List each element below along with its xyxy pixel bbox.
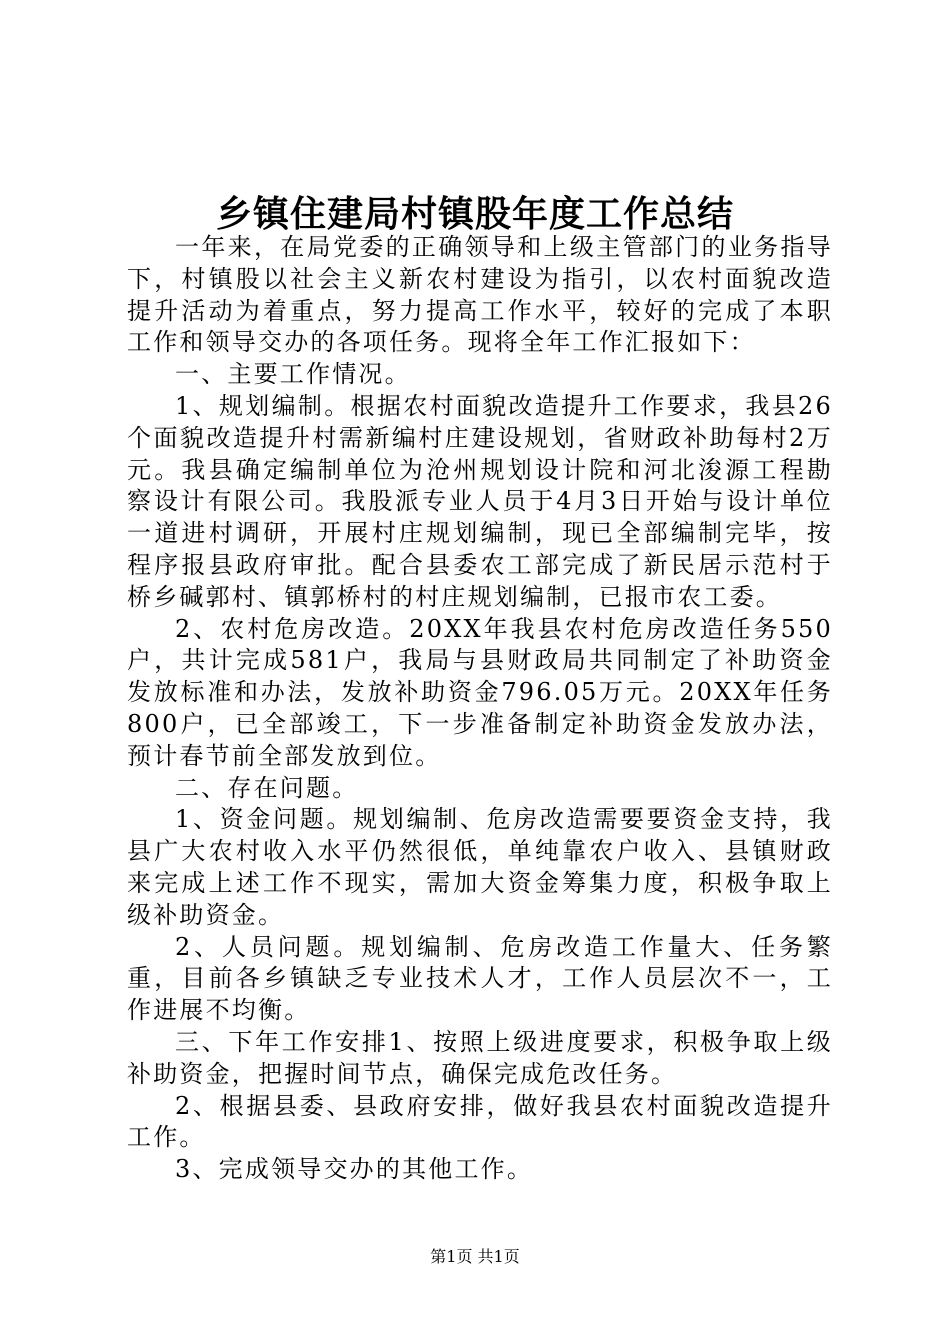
paragraph-plan-item-3: 3、完成领导交办的其他工作。 <box>175 1155 534 1184</box>
paragraph-dilapidated-housing: 2、农村危房改造。20XX年我县农村危房改造任务550户，共计完成581户，我局与县财政局共同制定了补助资金发放标准和办法，发放补助资金796.05万元。20XX年任务800户，已全部竣工，下一步准备制定补助资金发放办法，预计春节前全部发放到位。 <box>127 614 833 770</box>
document-body <box>127 232 833 1186</box>
paragraph-planning: 1、规划编制。根据农村面貌改造提升工作要求，我县26个面貌改造提升村需新编村庄建设规划，省财政补助每村2万元。我县确定编制单位为沧州规划设计院和河北浚源工程勘察设计有限公司。我股派专业人员于4月3日开始与设计单位一道进村调研，开展村庄规划编制，现已全部编制完毕，按程序报县政府审批。配合县委农工部完成了新民居示范村于桥乡碱郭村、镇郭桥村的村庄规划编制，已报市农工委。 <box>127 391 833 611</box>
paragraph-intro: 一年来，在局党委的正确领导和上级主管部门的业务指导下，村镇股以社会主义新农村建设为指引，以农村面貌改造提升活动为着重点，努力提高工作水平，较好的完成了本职工作和领导交办的各项任务。现将全年工作汇报如下： <box>127 233 833 357</box>
section-heading-problems: 二、存在问题。 <box>175 773 359 802</box>
document-title: 乡镇住建局村镇股年度工作总结 <box>215 193 734 235</box>
paragraph-next-year-plan: 三、下年工作安排1、按照上级进度要求，积极争取上级补助资金，把握时间节点，确保完成危改任务。 <box>127 1027 833 1088</box>
page-footer: 第1页 共1页 <box>430 1247 520 1266</box>
paragraph-staffing-problem: 2、人员问题。规划编制、危房改造工作量大、任务繁重，目前各乡镇缺乏专业技术人才，工作人员层次不一，工作进展不均衡。 <box>127 932 833 1025</box>
paragraph-plan-item-2: 2、根据县委、县政府安排，做好我县农村面貌改造提升工作。 <box>127 1091 833 1152</box>
section-heading-main-work: 一、主要工作情况。 <box>175 360 411 389</box>
paragraph-funding-problem: 1、资金问题。规划编制、危房改造需要要资金支持，我县广大农村收入水平仍然很低，单纯靠农户收入、县镇财政来完成上述工作不现实，需加大资金筹集力度，积极争取上级补助资金。 <box>127 805 833 929</box>
